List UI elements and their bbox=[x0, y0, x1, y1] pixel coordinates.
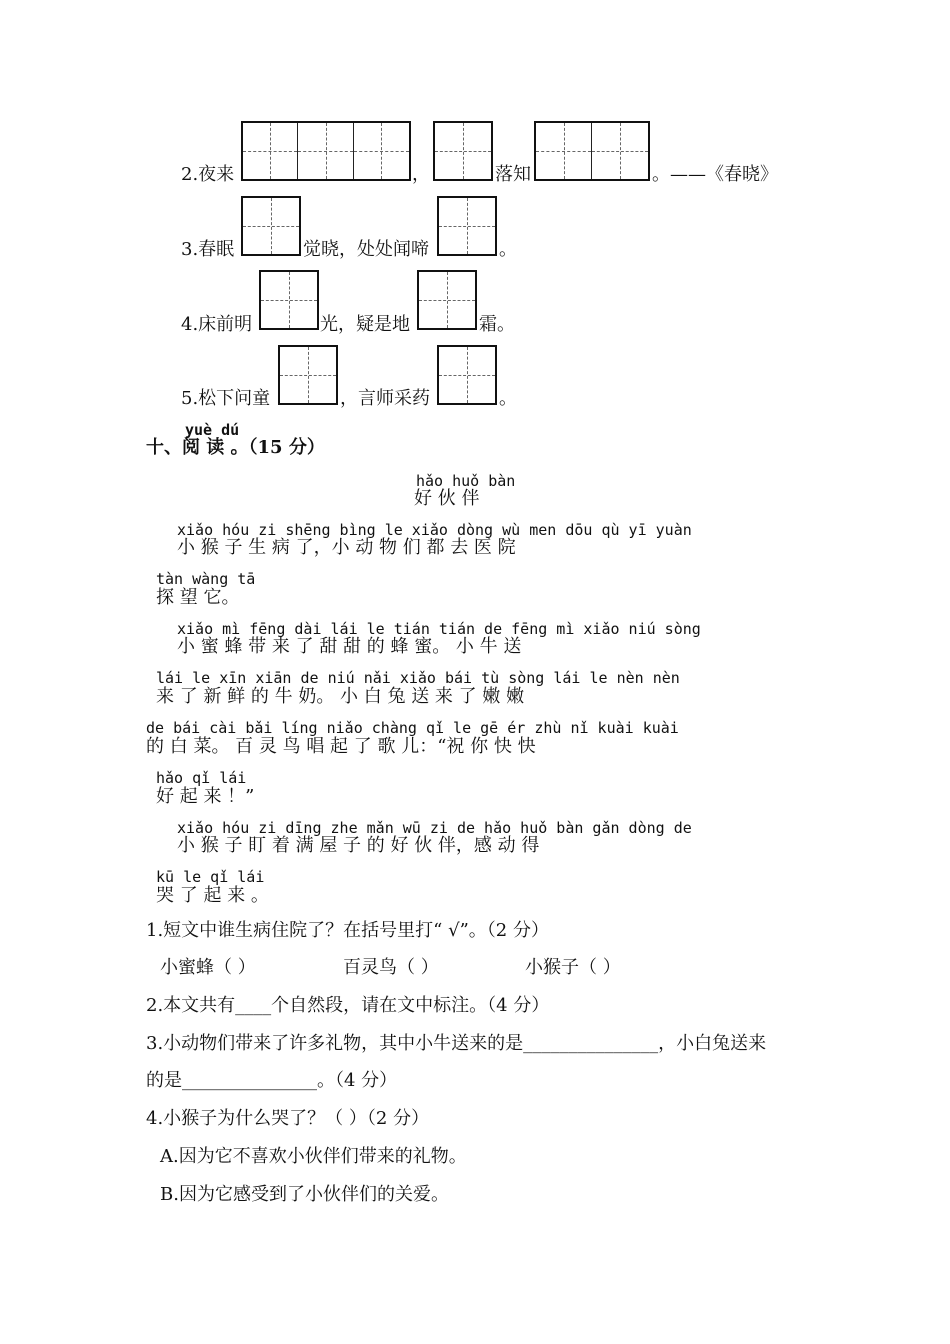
story-text-line: 的 白 菜。 百 灵 鸟 唱 起 了 歌 儿：“祝 你 快 快 bbox=[146, 736, 536, 757]
answer-grid-poem-3-a[interactable] bbox=[241, 196, 301, 256]
answer-grid-poem-4-b[interactable] bbox=[417, 270, 477, 330]
poem-3-prefix: 3.春眠 bbox=[181, 239, 235, 260]
poem-2-suffix: 。——《春晓》 bbox=[652, 164, 778, 185]
answer-grid-poem-4-a[interactable] bbox=[259, 270, 319, 330]
question-1: 1.短文中谁生病住院了？在括号里打“ √”。（2 分） bbox=[146, 920, 549, 941]
q4-option-a[interactable]: A.因为它不喜欢小伙伴们带来的礼物。 bbox=[160, 1146, 467, 1167]
story-pinyin-line: kū le qǐ lái bbox=[156, 868, 265, 886]
question-4: 4.小猴子为什么哭了？（ ）（2 分） bbox=[146, 1108, 430, 1129]
q1-option-lark[interactable]: 百灵鸟（ ） bbox=[343, 957, 439, 978]
answer-grid-poem-2-a[interactable] bbox=[241, 121, 411, 181]
story-pinyin-line: lái le xīn xiān de niú nǎi xiǎo bái tù sòng lái le nèn nèn bbox=[156, 669, 680, 687]
story-title: 好 伙 伴 bbox=[414, 488, 480, 509]
poem-2-prefix: 2.夜来 bbox=[181, 164, 235, 185]
story-pinyin-line: hǎo qǐ lái bbox=[156, 769, 247, 787]
story-text-line: 小 猴 子 盯 着 满 屋 子 的 好 伙 伴，感 动 得 bbox=[177, 835, 540, 856]
poem-3-suffix: 。 bbox=[499, 239, 517, 260]
story-pinyin-line: de bái cài bǎi líng niǎo chàng qǐ le gē ér zhù nǐ kuài kuài bbox=[146, 719, 679, 737]
story-title-pinyin: hǎo huǒ bàn bbox=[416, 472, 516, 490]
question-3-line-2: 的是_______________。（4 分） bbox=[146, 1070, 398, 1091]
story-text-line: 小 蜜 蜂 带 来 了 甜 甜 的 蜂 蜜。 小 牛 送 bbox=[177, 636, 522, 657]
question-3-line-1: 3.小动物们带来了许多礼物，其中小牛送来的是_______________，小白兔送来 bbox=[146, 1033, 767, 1054]
q4-option-b[interactable]: B.因为它感受到了小伙伴们的关爱。 bbox=[160, 1184, 449, 1205]
story-text-line: 小 猴 子 生 病 了，小 动 物 们 都 去 医 院 bbox=[177, 537, 516, 558]
section-title: 十、阅 读 。（15 分） bbox=[146, 437, 325, 458]
story-text-line: 哭 了 起 来 。 bbox=[156, 885, 269, 906]
story-text-line: 探 望 它。 bbox=[156, 587, 240, 608]
poem-5-suffix: 。 bbox=[499, 388, 517, 409]
story-pinyin-line: tàn wàng tā bbox=[156, 570, 256, 588]
poem-4-suffix: 霜。 bbox=[479, 314, 515, 335]
question-2: 2.本文共有____个自然段，请在文中标注。（4 分） bbox=[146, 995, 550, 1016]
answer-grid-poem-3-b[interactable] bbox=[437, 196, 497, 256]
story-pinyin-line: xiǎo hóu zi shēng bìng le xiǎo dòng wù men dōu qù yī yuàn bbox=[177, 521, 692, 539]
answer-grid-poem-5-b[interactable] bbox=[437, 345, 497, 405]
poem-4-prefix: 4.床前明 bbox=[181, 314, 253, 335]
answer-grid-poem-5-a[interactable] bbox=[278, 345, 338, 405]
answer-grid-poem-2-b[interactable] bbox=[433, 121, 493, 181]
poem-5-mid: ，言师采药 bbox=[340, 388, 430, 409]
story-pinyin-line: xiǎo mì fēng dài lái le tián tián de fēng mì xiǎo niú sòng bbox=[177, 620, 701, 638]
answer-grid-poem-2-c[interactable] bbox=[534, 121, 650, 181]
q1-option-bee[interactable]: 小蜜蜂（ ） bbox=[160, 957, 256, 978]
poem-3-mid: 觉晓，处处闻啼 bbox=[303, 239, 429, 260]
poem-2-mid: 落知 bbox=[495, 164, 531, 185]
story-text-line: 来 了 新 鲜 的 牛 奶。 小 白 兔 送 来 了 嫩 嫩 bbox=[156, 686, 525, 707]
q1-option-monkey[interactable]: 小猴子（ ） bbox=[525, 957, 621, 978]
section-pinyin: yuè dú bbox=[185, 421, 240, 439]
story-pinyin-line: xiǎo hóu zi dīng zhe mǎn wū zi de hǎo huǒ bàn gǎn dòng de bbox=[177, 819, 692, 837]
story-text-line: 好 起 来 ！” bbox=[156, 786, 255, 807]
poem-4-mid: 光，疑是地 bbox=[320, 314, 410, 335]
poem-5-prefix: 5.松下问童 bbox=[181, 388, 271, 409]
poem-2-comma: ， bbox=[412, 164, 430, 185]
